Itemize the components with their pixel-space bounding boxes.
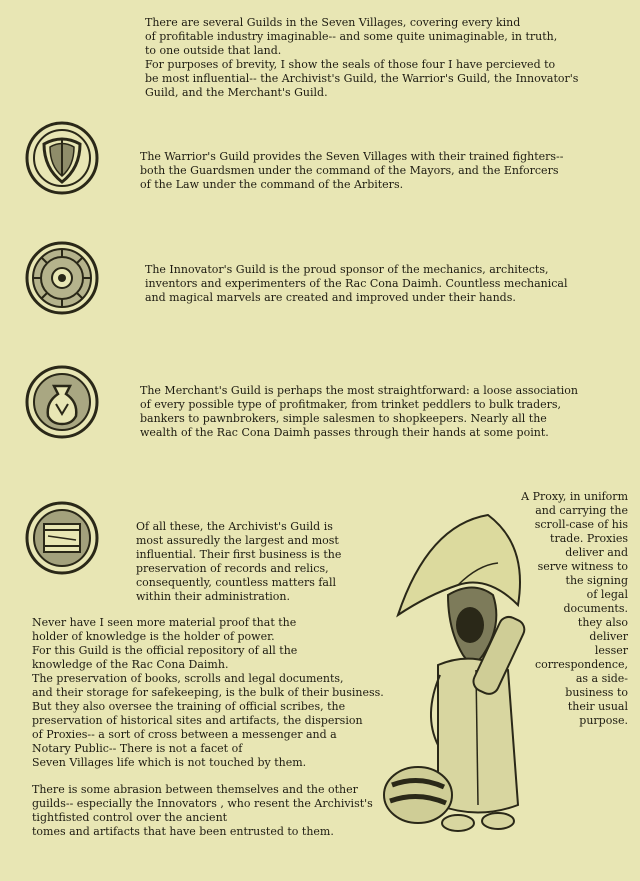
archivists-guild-text: Of all these, the Archivist's Guild is most assuredly the largest and most influential. Their first business is the preservation of records and relics, consequently, countless matters fall within their administration.	[136, 520, 342, 603]
book-seal-icon	[24, 500, 100, 576]
moneybag-seal-icon	[24, 364, 100, 440]
proxy-figure-illustration	[378, 505, 558, 855]
archivist-body-paragraph: Never have I seen more material proof that the holder of knowledge is the holder of power. For this Guild is the official repository of all the knowledge of the Rac Cona Daimh. The preservation of books, scrolls and legal documents, and their storage for safekeeping, is the bulk of their business. But they also oversee the training of official scribes, the preservation of historical sites and artifacts, the dispersion of Proxies-- a sort of cross between a messenger and a Notary Public-- There is not a facet of Seven Villages life which is not touched by them.	[32, 616, 384, 769]
innovators-guild-text: The Innovator's Guild is the proud sponsor of the mechanics, architects, inventors and experimenters of the Rac Cona Daimh. Countless mechanical and magical marvels are created and improved under their hands.	[145, 263, 568, 304]
closing-paragraph: There is some abrasion between themselves and the other guilds-- especially the Innovators , who resent the Archivist's tightfisted control over the ancient tomes and artifacts that have been entrusted to them.	[32, 783, 373, 838]
shield-seal-icon	[24, 120, 100, 196]
intro-paragraph: There are several Guilds in the Seven Villages, covering every kind of profitable industry imaginable-- and some quite unimaginable, in truth, to one outside that land. For purposes of brevity, I show the seals of those four I have percieved to be most influential-- the Archivist's Guild, the Warrior's Guild, the Innovator's Guild, and the Merchant's Guild.	[145, 16, 579, 99]
gear-seal-icon	[24, 240, 100, 316]
proxy-caption: A Proxy, in uniform and carrying the scroll-case of his trade. Proxies deliver and serve witness to the signing of legal documents. they also deliver lesser correspondence, as a side- business to their usual purpose.	[521, 490, 628, 727]
merchants-guild-text: The Merchant's Guild is perhaps the most straightforward: a loose association of every possible type of profitmaker, from trinket peddlers to bulk traders, bankers to pawnbrokers, simple salesmen to shopkeepers. Nearly all the wealth of the Rac Cona Daimh passes through their hands at some point.	[140, 384, 578, 439]
warriors-guild-text: The Warrior's Guild provides the Seven Villages with their trained fighters-- both the Guardsmen under the command of the Mayors, and the Enforcers of the Law under the command of the Arbiters.	[140, 150, 564, 191]
